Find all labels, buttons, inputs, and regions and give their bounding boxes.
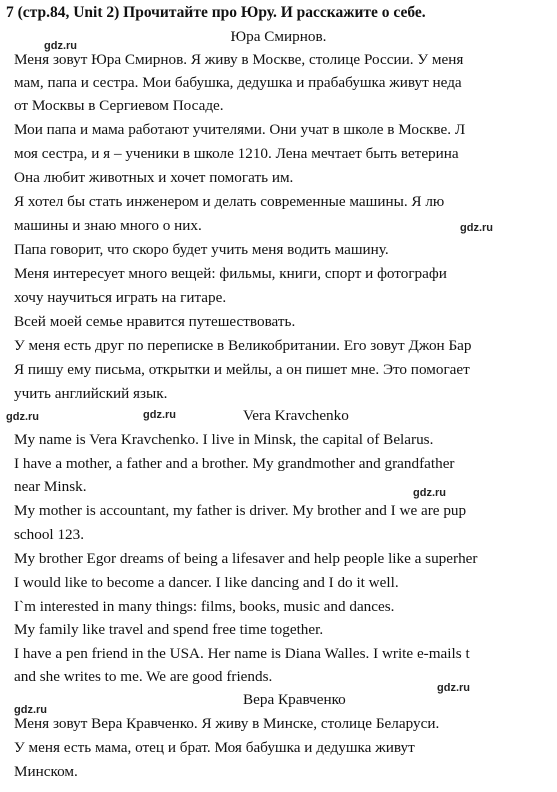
watermark: gdz.ru bbox=[460, 222, 493, 234]
watermark: gdz.ru bbox=[14, 704, 47, 716]
text-line: Меня зовут Вера Кравченко. Я живу в Минске, столице Беларуси. bbox=[14, 715, 440, 732]
text-line: I have a pen friend in the USA. Her name is Diana Walles. I write e-mails t bbox=[14, 645, 470, 662]
text-line: Мои папа и мама работают учителями. Они учат в школе в Москве. Л bbox=[14, 121, 466, 138]
watermark: gdz.ru bbox=[143, 409, 176, 421]
text-line: Всей моей семье нравится путешествовать. bbox=[14, 313, 296, 330]
text-line: Она любит животных и хочет помогать им. bbox=[14, 169, 294, 186]
watermark: gdz.ru bbox=[44, 40, 77, 52]
text-line: моя сестра, и я – ученики в школе 1210. Лена мечтает быть ветерина bbox=[14, 145, 459, 162]
text-line: My name is Vera Kravchenko. I live in Minsk, the capital of Belarus. bbox=[14, 431, 434, 448]
section-title-vera-ru: Вера Кравченко bbox=[243, 691, 346, 708]
text-line: Минском. bbox=[14, 763, 78, 780]
text-line: учить английский язык. bbox=[14, 385, 168, 402]
text-line: мам, папа и сестра. Мои бабушка, дедушка и прабабушка живут неда bbox=[14, 74, 462, 91]
text-line: I`m interested in many things: films, books, music and dances. bbox=[14, 598, 395, 615]
watermark: gdz.ru bbox=[437, 682, 470, 694]
text-line: I would like to become a dancer. I like dancing and I do it well. bbox=[14, 574, 399, 591]
section-title-yura: Юра Смирнов. bbox=[230, 28, 327, 45]
text-line: Я пишу ему письма, открытки и мейлы, а он пишет мне. Это помогает bbox=[14, 361, 470, 378]
text-line: У меня есть мама, отец и брат. Моя бабушка и дедушка живут bbox=[14, 739, 415, 756]
text-line: My mother is accountant, my father is driver. My brother and I we are pup bbox=[14, 502, 467, 519]
text-line: My family like travel and spend free time together. bbox=[14, 621, 324, 638]
heading: 7 (стр.84, Unit 2) Прочитайте про Юру. И расскажите о себе. bbox=[6, 4, 426, 21]
text-line: I have a mother, a father and a brother. My grandmother and grandfather bbox=[14, 455, 455, 472]
text-line: and she writes to me. We are good friends. bbox=[14, 668, 273, 685]
text-line: My brother Egor dreams of being a lifesaver and help people like a superher bbox=[14, 550, 478, 567]
text-line: У меня есть друг по переписке в Великобритании. Его зовут Джон Бар bbox=[14, 337, 472, 354]
section-title-vera-en: Vera Kravchenko bbox=[243, 407, 349, 424]
text-line: от Москвы в Сергиевом Посаде. bbox=[14, 97, 224, 114]
text-line: машины и знаю много о них. bbox=[14, 217, 202, 234]
text-line: Я хотел бы стать инженером и делать современные машины. Я лю bbox=[14, 193, 445, 210]
text-line: Папа говорит, что скоро будет учить меня водить машину. bbox=[14, 241, 389, 258]
text-line: Меня зовут Юра Смирнов. Я живу в Москве, столице России. У меня bbox=[14, 51, 464, 68]
text-line: Меня интересует много вещей: фильмы, книги, спорт и фотографи bbox=[14, 265, 447, 282]
text-line: school 123. bbox=[14, 526, 85, 543]
watermark: gdz.ru bbox=[6, 411, 39, 423]
text-line: near Minsk. bbox=[14, 478, 87, 495]
watermark: gdz.ru bbox=[413, 487, 446, 499]
text-line: хочу научиться играть на гитаре. bbox=[14, 289, 227, 306]
